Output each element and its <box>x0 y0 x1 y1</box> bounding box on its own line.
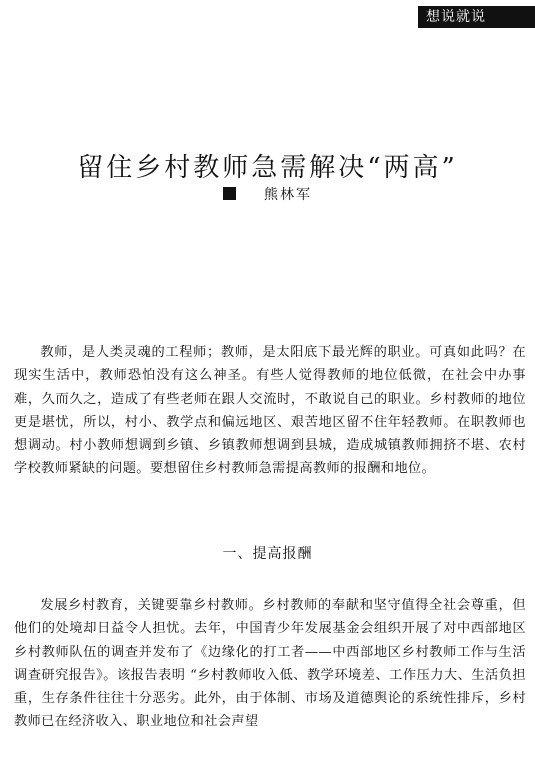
square-bullet-icon <box>223 187 236 200</box>
byline <box>0 184 535 204</box>
section-heading: 一、提高报酬 <box>222 546 313 562</box>
intro-paragraph: 教师，是人类灵魂的工程师；教师，是太阳底下最光辉的职业。可真如此吗？在现实生活中，教师恐怕没有这么神圣。有些人觉得教师的地位低微，在社会中办事难，久而久之，造成了有些老师在跟人交流时，不敢说自己的职业。乡村教师的地位更是堪忧，所以，村小、教学点和偏远地区、艰苦地区留不住年轻教师。在职教师也想调动。村小教师想调到乡镇、乡镇教师想调到县城，造成城镇教师拥挤不堪、农村学校教师紧缺的问题。要想留住乡村教师急需提高教师的报酬和地位。 <box>14 345 526 477</box>
column-label: 想说就说 <box>418 6 535 28</box>
author-name: 熊林军 <box>264 187 312 203</box>
article-title: 留住乡村教师急需解决“两高” <box>77 153 458 184</box>
body-paragraph: 发展乡村教育，关键要靠乡村教师。乡村教师的奉献和坚守值得全社会尊重，但他们的处境却日益令人担忧。去年，中国青少年发展基金会组织开展了对中西部地区乡村教师队伍的调查并发布了《边缘化的打工者——中西部地区乡村教师工作与生活调查研究报告》。该报告表明 “乡村教师收入低、教学环境差、工作压力大、生活负担重，生存条件往往十分恶劣。此外，由于体制、市场及道德舆论的系统性排斥，乡村教师已在经济收入、职业地位和社会声望 <box>14 598 526 730</box>
